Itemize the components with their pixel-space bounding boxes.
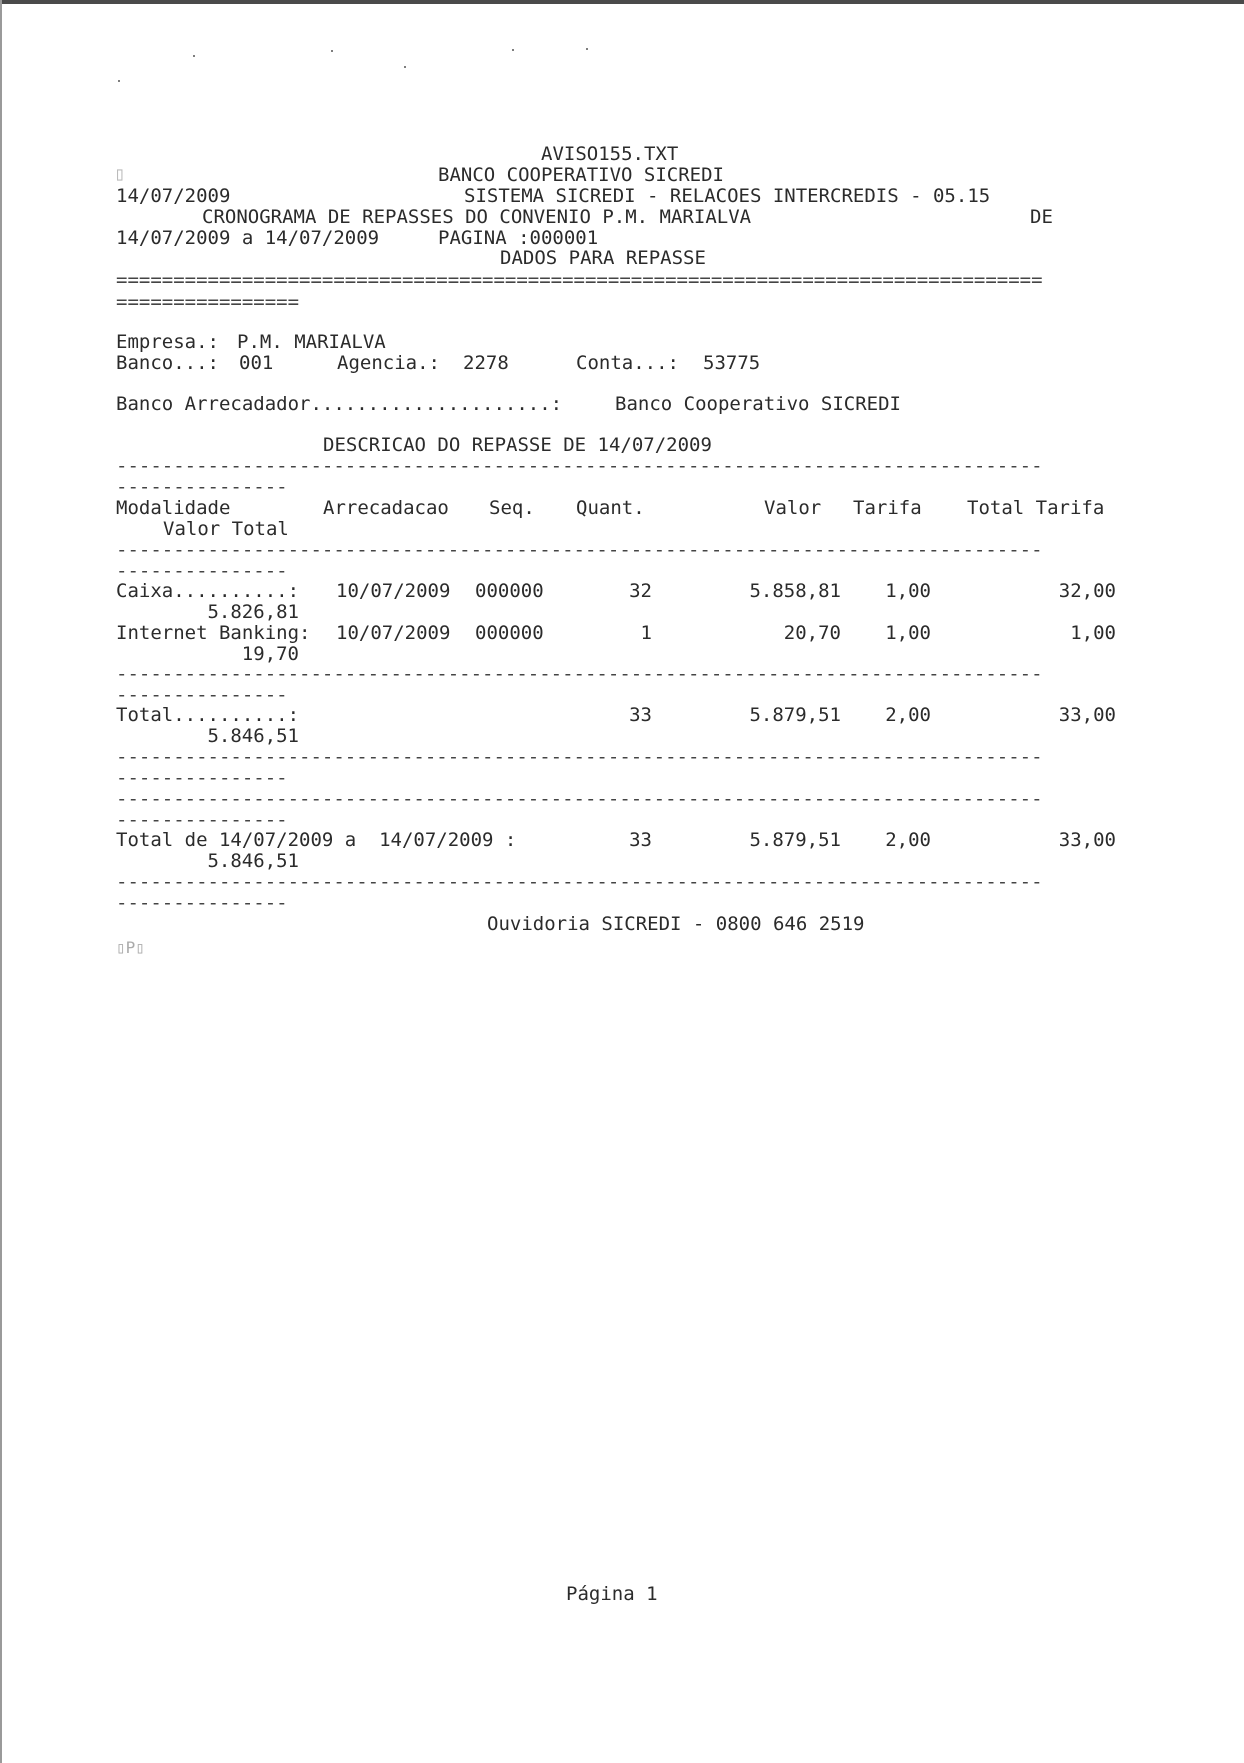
banco-arrecadador-label: Banco Arrecadador.....................: bbox=[116, 393, 563, 415]
table-row-total-tarifa: 1,00 bbox=[1070, 622, 1116, 644]
page-number: Página 1 bbox=[566, 1583, 658, 1605]
double-rule-continuation: ================ bbox=[116, 292, 300, 313]
column-header-tarifa: Tarifa bbox=[853, 497, 922, 519]
dash-rule: --------------------------------------------------------------------------------- bbox=[116, 747, 1043, 768]
banco-value: 001 bbox=[239, 352, 274, 374]
table-row-tarifa: 1,00 bbox=[885, 622, 931, 644]
table-row-arrecadacao: 10/07/2009 bbox=[336, 622, 451, 644]
table-row-quant: 1 bbox=[640, 622, 652, 644]
table-row-valor-total: 5.826,81 bbox=[207, 601, 299, 623]
table-row-seq: 000000 bbox=[475, 580, 544, 602]
table-row-valor: 20,70 bbox=[783, 622, 841, 644]
de-label: DE bbox=[1030, 206, 1053, 228]
conta-label: Conta...: bbox=[576, 352, 679, 374]
period-range: 14/07/2009 a 14/07/2009 bbox=[116, 227, 380, 249]
period-total-tarifa: 2,00 bbox=[885, 829, 931, 851]
column-header-total-tarifa: Total Tarifa bbox=[967, 497, 1105, 519]
scan-speck bbox=[586, 48, 588, 50]
total-tarifa: 2,00 bbox=[885, 704, 931, 726]
table-row-valor: 5.858,81 bbox=[749, 580, 841, 602]
dash-rule-continuation: --------------- bbox=[116, 810, 288, 831]
conta-value: 53775 bbox=[703, 352, 761, 374]
column-header-arrecadacao: Arrecadacao bbox=[323, 497, 449, 519]
margin-marker: ▯ bbox=[114, 163, 126, 185]
period-total-total-tarifa: 33,00 bbox=[1058, 829, 1116, 851]
system-name: SISTEMA SICREDI - RELACOES INTERCREDIS - 05.15 bbox=[464, 185, 991, 207]
table-row-seq: 000000 bbox=[475, 622, 544, 644]
table-row-tarifa: 1,00 bbox=[885, 580, 931, 602]
total-label: Total..........: bbox=[116, 704, 300, 726]
period-total-valor-total: 5.846,51 bbox=[207, 850, 299, 872]
total-valor-total: 5.846,51 bbox=[207, 725, 299, 747]
banco-label: Banco...: bbox=[116, 352, 219, 374]
table-row-valor-total: 19,70 bbox=[241, 643, 299, 665]
total-valor: 5.879,51 bbox=[749, 704, 841, 726]
period-total-quant: 33 bbox=[629, 829, 652, 851]
dash-rule: --------------------------------------------------------------------------------- bbox=[116, 872, 1043, 893]
dash-rule: --------------------------------------------------------------------------------- bbox=[116, 540, 1043, 561]
double-rule: ================================================================================= bbox=[116, 270, 1043, 291]
period-total-valor: 5.879,51 bbox=[749, 829, 841, 851]
table-row-modalidade: Caixa..........: bbox=[116, 580, 300, 602]
empresa-label: Empresa.: bbox=[116, 331, 219, 353]
dash-rule: --------------------------------------------------------------------------------- bbox=[116, 664, 1043, 685]
dash-rule-continuation: --------------- bbox=[116, 561, 288, 582]
table-row-quant: 32 bbox=[629, 580, 652, 602]
dash-rule: --------------------------------------------------------------------------------- bbox=[116, 456, 1043, 477]
file-name: AVISO155.TXT bbox=[541, 143, 679, 165]
section-title: DADOS PARA REPASSE bbox=[500, 247, 706, 269]
table-row-modalidade: Internet Banking: bbox=[116, 622, 311, 644]
table-row-total-tarifa: 32,00 bbox=[1058, 580, 1116, 602]
scan-speck bbox=[193, 55, 195, 57]
column-header-seq: Seq. bbox=[489, 497, 535, 519]
column-header-valor-total: Valor Total bbox=[163, 518, 289, 540]
page-left-edge bbox=[0, 0, 2, 1763]
scan-speck bbox=[331, 50, 333, 52]
description-title: DESCRICAO DO REPASSE DE 14/07/2009 bbox=[323, 434, 712, 456]
dash-rule-continuation: --------------- bbox=[116, 768, 288, 789]
total-total-tarifa: 33,00 bbox=[1058, 704, 1116, 726]
ouvidoria-line: Ouvidoria SICREDI - 0800 646 2519 bbox=[487, 913, 865, 935]
agencia-value: 2278 bbox=[463, 352, 509, 374]
banco-arrecadador-value: Banco Cooperativo SICREDI bbox=[615, 393, 901, 415]
report-title: CRONOGRAMA DE REPASSES DO CONVENIO P.M. MARIALVA bbox=[202, 206, 752, 228]
bank-name: BANCO COOPERATIVO SICREDI bbox=[438, 164, 724, 186]
total-quant: 33 bbox=[629, 704, 652, 726]
column-header-quant: Quant. bbox=[576, 497, 645, 519]
dash-rule-continuation: --------------- bbox=[116, 477, 288, 498]
table-row-arrecadacao: 10/07/2009 bbox=[336, 580, 451, 602]
report-date: 14/07/2009 bbox=[116, 185, 231, 207]
agencia-label: Agencia.: bbox=[337, 352, 440, 374]
dash-rule-continuation: --------------- bbox=[116, 685, 288, 706]
scan-speck bbox=[404, 66, 406, 68]
column-header-modalidade: Modalidade bbox=[116, 497, 231, 519]
page-number-label: PAGINA :000001 bbox=[438, 227, 599, 249]
empresa-value: P.M. MARIALVA bbox=[237, 331, 386, 353]
dash-rule-continuation: --------------- bbox=[116, 893, 288, 914]
period-total-label: Total de 14/07/2009 a 14/07/2009 : bbox=[116, 829, 517, 851]
scan-speck bbox=[512, 49, 514, 51]
column-header-valor: Valor bbox=[764, 497, 822, 519]
dash-rule: --------------------------------------------------------------------------------- bbox=[116, 789, 1043, 810]
scan-speck bbox=[118, 80, 120, 82]
footer-marker: ▯P▯ bbox=[116, 938, 145, 957]
page-top-edge bbox=[0, 0, 1244, 4]
